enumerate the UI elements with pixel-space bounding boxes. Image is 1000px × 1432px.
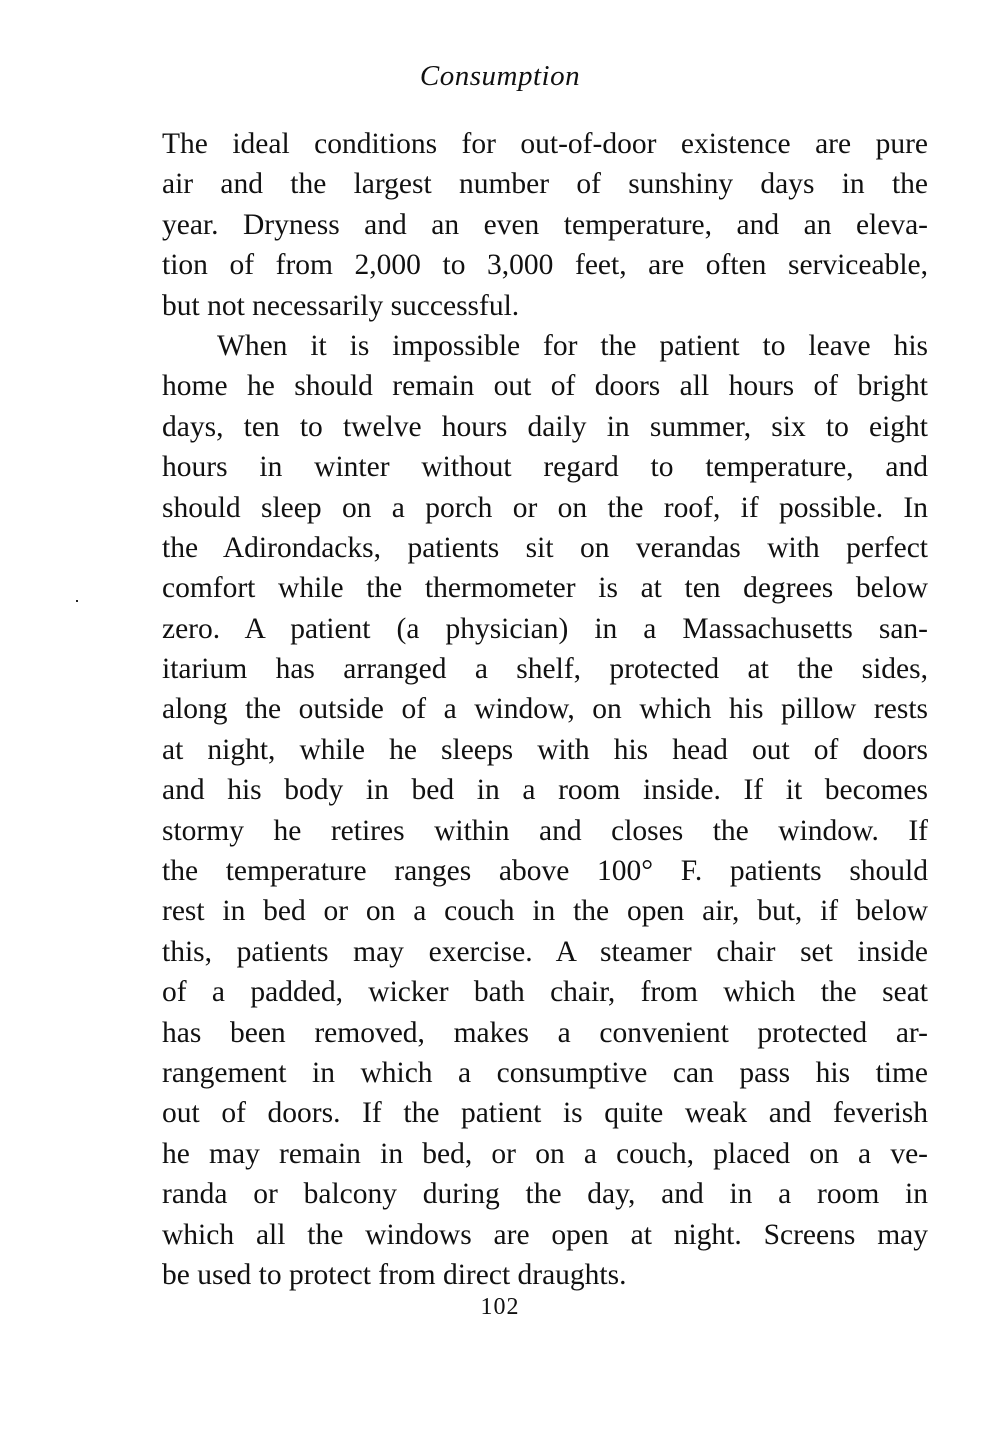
text-line: tion of from 2,000 to 3,000 feet, are often serviceable, bbox=[162, 249, 928, 282]
text-line: When it is impossible for the patient to leave his bbox=[217, 329, 928, 362]
text-line: out of doors. If the patient is quite weak and feverish bbox=[162, 1097, 928, 1130]
text-line: has been removed, makes a convenient protected ar- bbox=[162, 1016, 928, 1049]
paragraph-2 bbox=[162, 326, 928, 1295]
text-line: air and the largest number of sunshiny days in the bbox=[162, 168, 928, 201]
text-line: stormy he retires within and closes the window. If bbox=[162, 814, 928, 847]
body-text bbox=[162, 124, 928, 1295]
text-line: should sleep on a porch or on the roof, if possible. In bbox=[162, 491, 928, 524]
text-line: hours in winter without regard to temperature, and bbox=[162, 451, 928, 484]
page-number: 102 bbox=[480, 1294, 520, 1320]
text-line: randa or balcony during the day, and in a room in bbox=[162, 1178, 928, 1211]
paragraph-1 bbox=[162, 124, 928, 326]
text-line: rangement in which a consumptive can pass his time bbox=[162, 1056, 928, 1089]
text-line: but not necessarily successful. bbox=[162, 289, 520, 322]
text-line: the temperature ranges above 100° F. patients should bbox=[162, 855, 928, 888]
text-line: comfort while the thermometer is at ten degrees below bbox=[162, 572, 928, 605]
text-line: this, patients may exercise. A steamer chair set inside bbox=[162, 935, 928, 968]
text-line: zero. A patient (a physician) in a Massachusetts san- bbox=[162, 612, 928, 645]
margin-speck bbox=[76, 600, 78, 602]
text-line: be used to protect from direct draughts. bbox=[162, 1258, 627, 1291]
text-line: at night, while he sleeps with his head out of doors bbox=[162, 733, 928, 766]
text-line: The ideal conditions for out-of-door existence are pure bbox=[162, 128, 928, 160]
text-line: of a padded, wicker bath chair, from which the seat bbox=[162, 976, 928, 1009]
running-head: Consumption bbox=[419, 60, 581, 92]
text-line: he may remain in bed, or on a couch, placed on a ve- bbox=[162, 1137, 928, 1170]
text-line: and his body in bed in a room inside. If it becomes bbox=[162, 774, 928, 807]
text-line: days, ten to twelve hours daily in summer, six to eight bbox=[162, 410, 928, 443]
text-line: rest in bed or on a couch in the open air, but, if below bbox=[162, 895, 928, 928]
text-line: which all the windows are open at night. Screens may bbox=[162, 1218, 928, 1251]
text-line: itarium has arranged a shelf, protected at the sides, bbox=[162, 653, 928, 686]
text-line: home he should remain out of doors all hours of bright bbox=[162, 370, 928, 403]
text-line: year. Dryness and an even temperature, and an eleva- bbox=[162, 208, 928, 241]
text-line: the Adirondacks, patients sit on verandas with perfect bbox=[162, 531, 928, 564]
text-line: along the outside of a window, on which his pillow rests bbox=[162, 693, 928, 726]
